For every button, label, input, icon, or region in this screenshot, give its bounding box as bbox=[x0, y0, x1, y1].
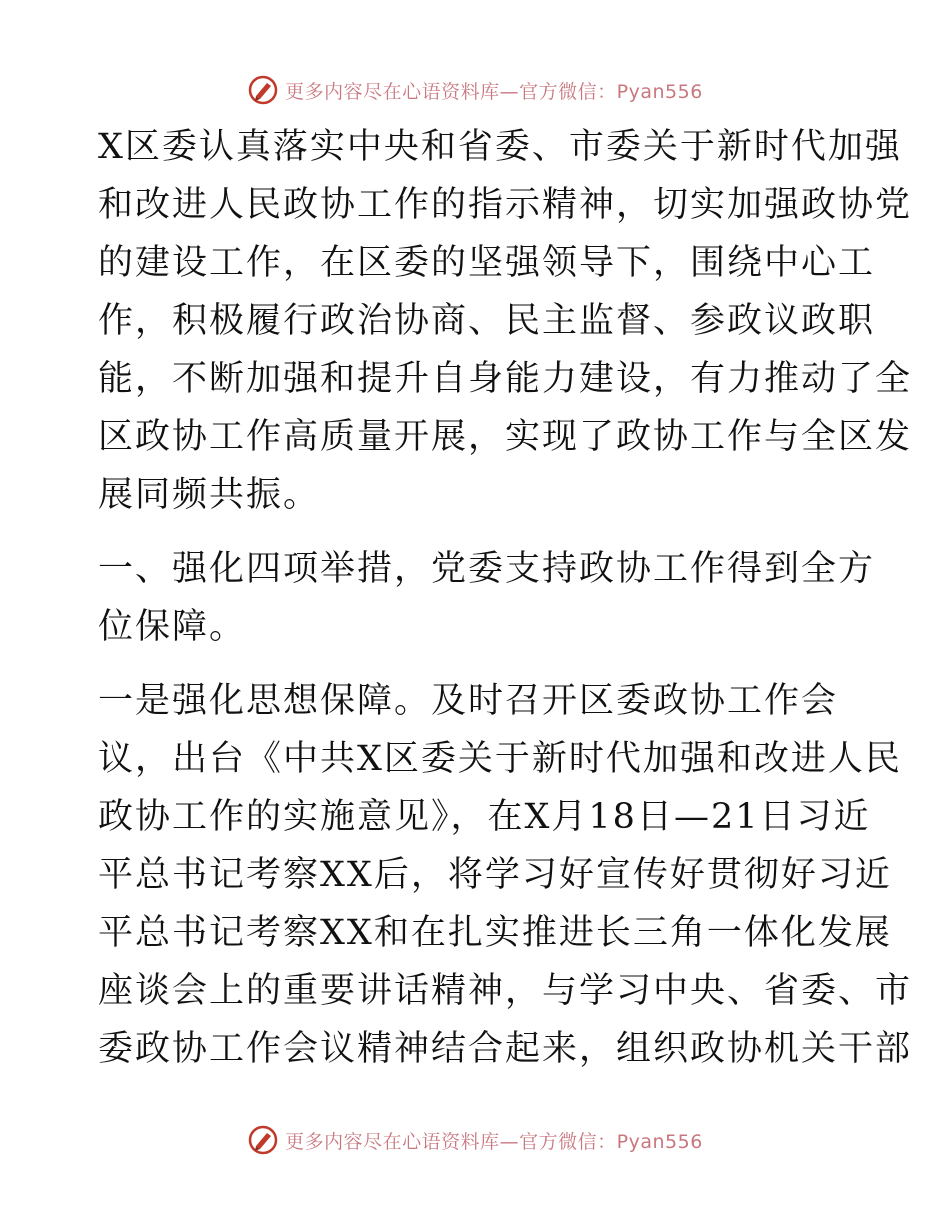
text-line: X区委认真落实中央和省委、市委关于新时代加强 bbox=[98, 127, 902, 167]
text-line: 座谈会上的重要讲话精神，与学习中央、省委、市 bbox=[98, 971, 913, 1011]
watermark-footer bbox=[0, 1120, 950, 1160]
watermark-header bbox=[0, 70, 950, 110]
text-line: 委政协工作会议精神结合起来，组织政协机关干部 bbox=[98, 1029, 913, 1069]
section-heading-1 bbox=[98, 540, 876, 656]
text-line: 一是强化思想保障。及时召开区委政协工作会 bbox=[98, 681, 839, 721]
paragraph-thought-guarantee bbox=[98, 672, 913, 1078]
pen-logo-icon bbox=[247, 1124, 279, 1156]
wechat-id: Pyan556 bbox=[616, 80, 703, 103]
text-line: 的建设工作，在区委的坚强领导下，围绕中心工 bbox=[98, 243, 876, 283]
text-line: 位保障。 bbox=[98, 607, 247, 647]
text-line: 区政协工作高质量开展，实现了政协工作与全区发 bbox=[98, 417, 913, 457]
text-line: 能，不断加强和提升自身能力建设，有力推动了全 bbox=[98, 359, 913, 399]
text-line: 平总书记考察XX和在扎实推进长三角一体化发展 bbox=[98, 913, 892, 953]
paragraph-intro bbox=[98, 118, 913, 524]
watermark-text: 更多内容尽在心语资料库—官方微信：Pyan556 bbox=[285, 1130, 703, 1153]
text-line: 作，积极履行政治协商、民主监督、参政议政职 bbox=[98, 301, 876, 341]
wechat-id: Pyan556 bbox=[616, 1130, 703, 1153]
text-line: 议，出台《中共X区委关于新时代加强和改进人民 bbox=[98, 739, 902, 779]
text-line: 展同频共振。 bbox=[98, 475, 321, 515]
text-line: 一、强化四项举措，党委支持政协工作得到全方 bbox=[98, 549, 876, 589]
text-line: 政协工作的实施意见》，在X月18日—21日习近 bbox=[98, 797, 871, 837]
pen-logo-icon bbox=[247, 74, 279, 106]
text-line: 平总书记考察XX后，将学习好宣传好贯彻好习近 bbox=[98, 855, 892, 895]
text-line: 和改进人民政协工作的指示精神，切实加强政协党 bbox=[98, 185, 913, 225]
watermark-text: 更多内容尽在心语资料库—官方微信：Pyan556 bbox=[285, 80, 703, 103]
document-body bbox=[98, 118, 913, 1078]
